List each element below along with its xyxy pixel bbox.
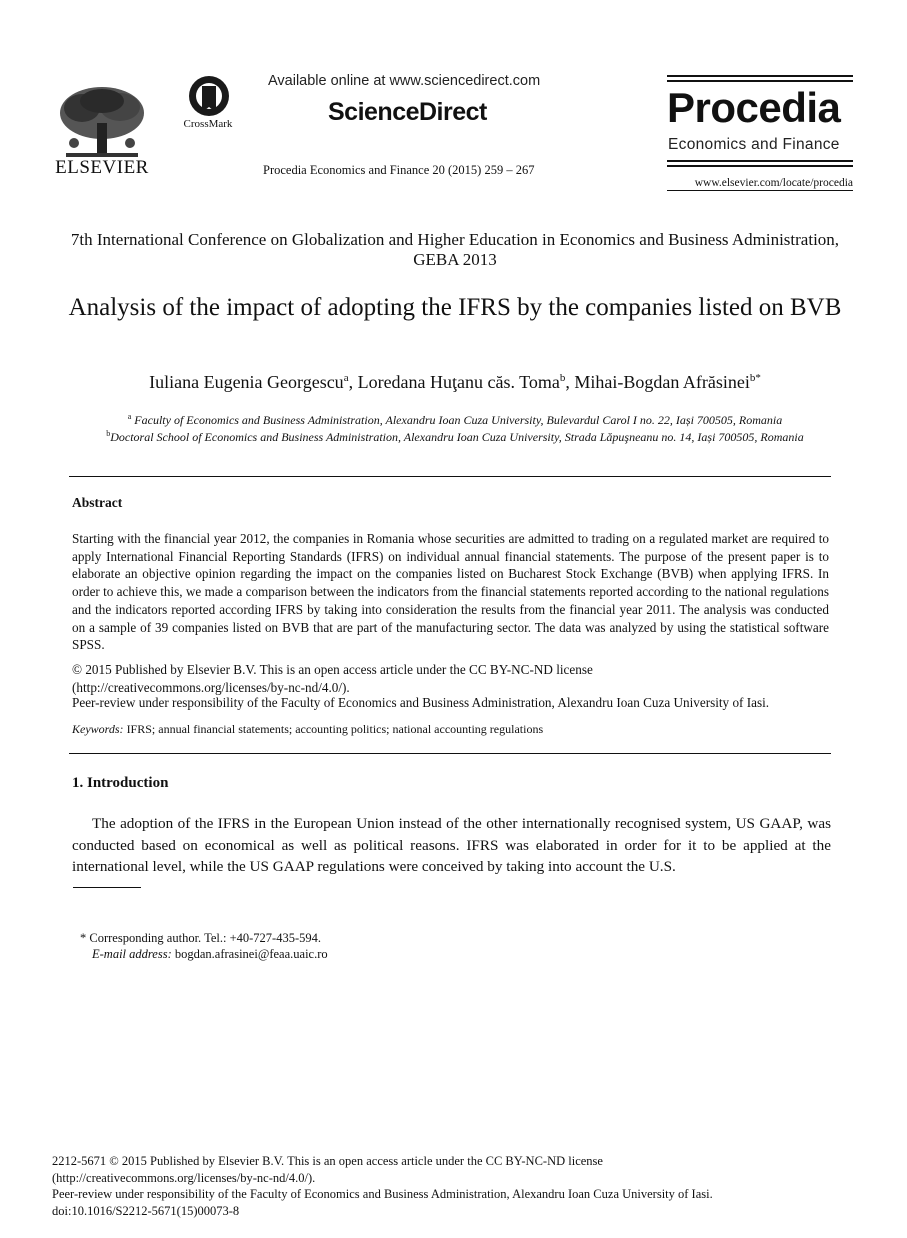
keywords-label: Keywords: <box>72 722 124 736</box>
procedia-logo-subtitle: Economics and Finance <box>668 136 840 153</box>
author-list: Iuliana Eugenia Georgescu$^a$, Loredana Huţanu căs. Toma$^b$, Mihai-Bogdan Afrăsinei$^{b*}$ <box>149 372 761 392</box>
abstract-bottom-rule <box>69 753 831 754</box>
issn-copyright-line: 2212-5671 © 2015 Published by Elsevier B.V. This is an open access article under the CC BY-NC-ND license <box>52 1154 603 1168</box>
introduction-paragraph: The adoption of the IFRS in the European Union instead of the other internationally recognised system, US GAAP, was conducted based on economical as well as political reasons. IFRS was elaborated in order for it to be applied at the international level, while the US GAAP regulations were conceived by taking into account the U.S. <box>72 815 831 875</box>
affiliation-mark: b <box>106 429 111 438</box>
available-online-link[interactable]: Available online at www.sciencedirect.com <box>268 73 541 89</box>
peer-review-line: Peer-review under responsibility of the Faculty of Economics and Business Administration, Alexandru Ioan Cuza University of Iasi. <box>52 1187 713 1201</box>
author-name: Loredana Huţanu căs. Toma <box>357 372 560 392</box>
license-link[interactable]: (http://creativecommons.org/licenses/by-nc-nd/4.0/). <box>52 1170 316 1185</box>
affiliation-mark: a <box>127 412 132 421</box>
corresponding-author-note: * Corresponding author. Tel.: +40-727-435-594. <box>80 931 321 945</box>
peer-review-statement: Peer-review under responsibility of the Faculty of Economics and Business Administration, Alexandru Ioan Cuza University of Iasi. <box>72 695 770 710</box>
abstract-top-rule <box>69 476 831 477</box>
author-affiliation-mark: b <box>559 372 566 384</box>
license-statement: © 2015 Published by Elsevier B.V. This is an open access article under the CC BY-NC-ND license <box>72 662 593 677</box>
paper-title: Analysis of the impact of adopting the IFRS by the companies listed on BVB <box>68 294 842 321</box>
copyright-footer <box>52 1153 852 1219</box>
doi-line[interactable]: doi:10.1016/S2212-5671(15)00073-8 <box>52 1203 240 1218</box>
journal-reference: Procedia Economics and Finance 20 (2015) 259 – 267 <box>263 163 535 177</box>
affiliation-text: Faculty of Economics and Business Administration, Alexandru Ioan Cuza University, Bulevardul Carol I no. 22, Iași 700505, Romania <box>134 413 783 427</box>
procedia-url-link[interactable]: www.elsevier.com/locate/procedia <box>694 177 853 189</box>
sciencedirect-logo[interactable]: ScienceDirect <box>328 98 487 126</box>
email-note <box>92 947 328 962</box>
conference-name: 7th International Conference on Globalization and Higher Education in Economics and Business Administration, GEBA 2013 <box>70 230 840 269</box>
abstract-text: Starting with the financial year 2012, the companies in Romania whose securities are admitted to trading on a regulated market are required to apply International Financial Reporting Standards (IFRS) on individual annual financial statements. The purpose of the present paper is to elaborate an objective opinion regarding the impact on the companies listed on Bucharest Stock Exchange (BVB) when applying IFRS. In order to achieve this, we made a comparison between the indicators from the financial statements reported according to the national regulations and the indicators reported according IFRS by taking into consideration the results from the financial year 2011. The analysis was conducted on a sample of 39 companies listed on BVB that are part of the manufacturing sector. The data was analyzed by using the statistical software SPSS. <box>72 531 829 653</box>
procedia-logo-title: Procedia <box>667 84 841 131</box>
footnote-rule <box>73 887 141 888</box>
procedia-bottom-rules <box>667 160 853 170</box>
section-heading-introduction: 1. Introduction <box>72 775 169 791</box>
author-name: Mihai-Bogdan Afrăsinei <box>574 372 750 392</box>
affiliation-a <box>60 412 850 428</box>
author-affiliation-mark: b* <box>749 372 761 384</box>
license-link[interactable]: (http://creativecommons.org/licenses/by-nc-nd/4.0/). <box>72 680 350 695</box>
email-address[interactable]: bogdan.afrasinei@feaa.uaic.ro <box>174 947 328 961</box>
email-label: E-mail address: <box>92 947 172 961</box>
author-affiliation-mark: a <box>343 372 349 384</box>
procedia-url-rule <box>667 190 853 191</box>
keywords-list: IFRS; annual financial statements; accounting politics; national accounting regulations <box>126 722 544 736</box>
elsevier-wordmark: ELSEVIER <box>55 157 149 178</box>
author-name: Iuliana Eugenia Georgescu <box>149 372 344 392</box>
keywords <box>72 722 829 737</box>
affiliation-b <box>60 429 850 445</box>
crossmark-label: CrossMark <box>183 118 233 130</box>
abstract-heading: Abstract <box>72 495 123 510</box>
affiliation-text: Doctoral School of Economics and Business Administration, Alexandru Ioan Cuza University, Strada Lăpuşneanu no. 14, Iași 700505, Romania <box>110 430 804 444</box>
